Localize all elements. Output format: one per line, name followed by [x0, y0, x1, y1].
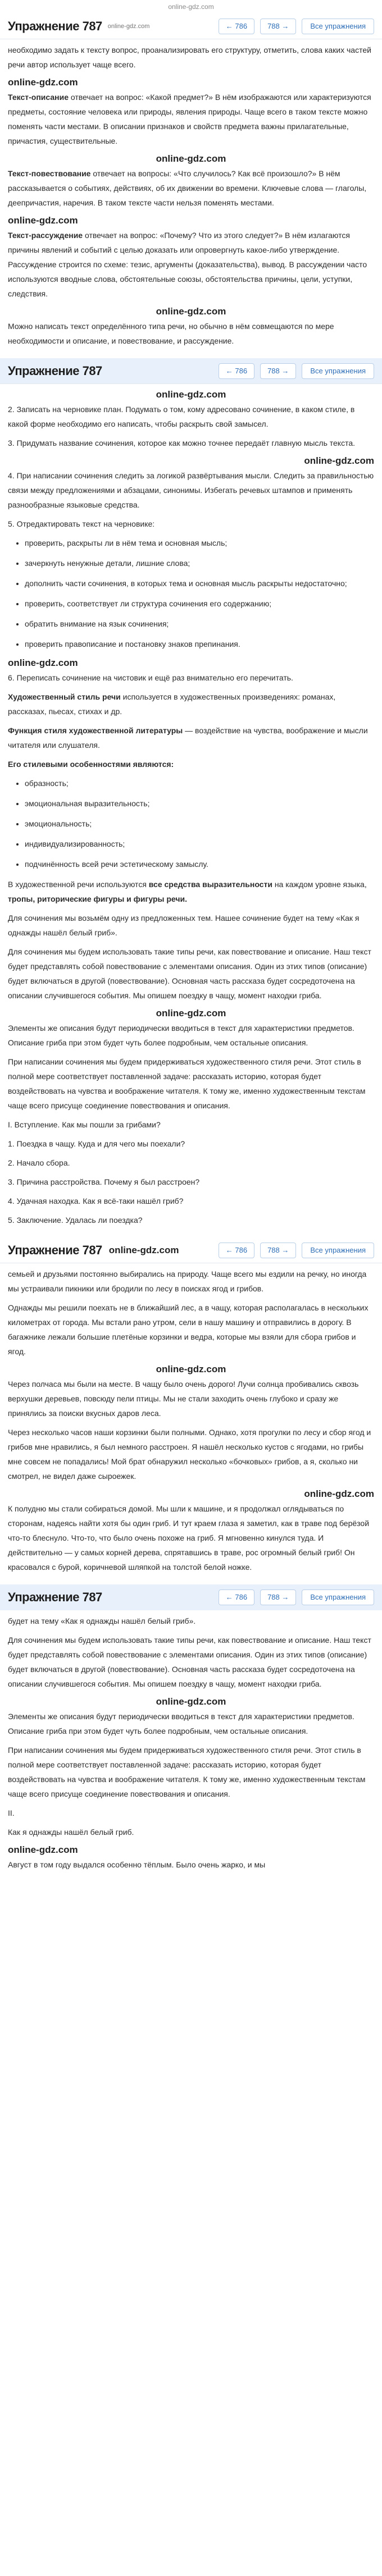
content-block-3: [0, 1263, 382, 1584]
list-item: • зачеркнуть ненужные детали, лишние слова;: [25, 556, 374, 570]
all-exercises-button[interactable]: Все упражнения: [302, 1590, 374, 1605]
means-bold-2: тропы, риторические фигуры и фигуры речи.: [8, 894, 187, 903]
features-title-text: Его стилевыми особенностями являются:: [8, 760, 174, 769]
exercise-header: [0, 358, 382, 384]
story-paragraph: Через полчаса мы были на месте. В чащу было очень дорого! Лучи солнца пробивались сквозь верхушки деревьев, повсюду пели птицы. Мы не стали заходить очень глубоко и сразу же принялись за поиски вкусных даров леса.: [8, 1380, 359, 1418]
exercise-header: [0, 1237, 382, 1263]
list-item: • эмоциональность;: [25, 816, 374, 831]
means-mid: на каждом уровне языка,: [272, 880, 367, 889]
content-block-4: [0, 1610, 382, 1882]
step-3: 3. Придумать название сочинения, которое как можно точнее передаёт главную мысль текста.: [8, 439, 356, 447]
exercise-header: [0, 1584, 382, 1610]
watermark: online-gdz.com: [156, 1008, 226, 1018]
list-item: • эмоциональная выразительность;: [25, 796, 374, 811]
elements-paragraph: Элементы же описания будут периодически вводиться в текст для характеристики предметов. Описание гриба при этом будет чуть более подробным, чем остальные описания.: [8, 1024, 354, 1047]
list-item: • образность;: [25, 776, 374, 791]
art-style-text: используется в художественных произведениях: романах, рассказах, пьесах, стихах и др.: [8, 692, 336, 716]
list-item: • проверить, соответствует ли структура сочинения его содержанию;: [25, 596, 374, 611]
exercise-nav: [219, 19, 374, 34]
plan-item: 5. Заключение. Удалась ли поездка?: [8, 1216, 143, 1225]
art-func-text: — воздействие на чувства, воображение и мысли читателя или слушателя.: [8, 726, 368, 750]
means-paragraph: [8, 877, 374, 906]
features-list: [8, 776, 374, 871]
prev-exercise-button[interactable]: ← 786: [219, 1243, 254, 1258]
exercise-nav: [219, 1590, 374, 1605]
step-2: 2. Записать на черновике план. Подумать о том, кому адресовано сочинение, в каком стиле, в какой форме необходимо его написать, чтобы раскрыть свой замысел.: [8, 405, 355, 428]
exercise-nav: [219, 363, 374, 379]
prev-exercise-button[interactable]: ← 786: [219, 363, 254, 379]
rassuzh-text: отвечает на вопрос: «Почему? Что из этого следует?» В нём излагаются причины явлений и событий с целью доказать или опровергнуть какое-либо утверждение. Рассуждение строится по схеме: тезис, аргументы (доказательства), вывод. В рассуждении часто используются вводные слова, обстоятельные союзы, обстоятельства причины, цели, уступки, следствия.: [8, 231, 367, 298]
repeat-elements: Элементы же описания будут периодически вводиться в текст для характеристики предметов. Описание гриба при этом будет чуть более подробным, чем остальные описания.: [8, 1712, 354, 1735]
plan-item: 4. Удачная находка. Как я всё-таки нашёл гриб?: [8, 1196, 184, 1205]
all-exercises-button[interactable]: Все упражнения: [302, 363, 374, 379]
art-style-paragraph: [8, 689, 374, 719]
step-4: 4. При написании сочинения следить за логикой развёртывания мысли. Следить за правильностью связи между предложениями и абзацами, синонимы. Избегать речевых штампов и применять разнообразные языковые средства.: [8, 471, 374, 509]
povestv-text: отвечает на вопросы: «Что случилось? Как всё произошло?» В нём рассказывается о событиях, действиях, об их движении во времени. Ключевые слова — глаголы, деепричастия, наречия. В таком тексте части нельзя поменять местами.: [8, 169, 367, 207]
types-paragraph: Для сочинения мы будем использовать такие типы речи, как повествование и описание. Наш текст будет представлять собой повествование с элементами описания. Один из этих типов (описание) будет включаться в другой (повествование). Основная часть рассказа будет сосредоточена на описании случившегося события. Мы опишем поездку в чащу, момент находки гриба.: [8, 947, 371, 1000]
art-style-label: Художественный стиль речи: [8, 692, 121, 701]
prev-exercise-button[interactable]: ← 786: [219, 19, 254, 34]
story-paragraph: Через несколько часов наши корзинки были полными. Однако, хотя прогулки по лесу и сбор ягод и грибов мне нравились, я был немного расстроен. Я нашёл несколько кустов с ягодами, но грибы мне совсем не попадались! Мой брат обнаружил несколько «бочковых» грибов, а я, сколько ни смотрел, не видел даже сыроежек.: [8, 1428, 371, 1481]
plan-item: 3. Причина расстройства. Почему я был расстроен?: [8, 1177, 200, 1186]
next-exercise-button[interactable]: 788 →: [260, 363, 296, 379]
prev-exercise-button[interactable]: ← 786: [219, 1590, 254, 1605]
all-exercises-button[interactable]: Все упражнения: [302, 19, 374, 34]
plan-item: 2. Начало сбора.: [8, 1158, 70, 1167]
watermark: online-gdz.com: [304, 455, 374, 466]
list-item: • проверить правописание и постановку знаков препинания.: [25, 637, 374, 651]
repeat-style: При написании сочинения мы будем придерживаться художественного стиля речи. Этот стиль в полной мере соответствует поставленной задаче: рассказать историю, которая будет воздействовать на чувства и воображение читателя. К тому же, именно художественным текстам чаще всего присуще соединение повествования и описания.: [8, 1746, 366, 1798]
povestv-label: Текст-повествование: [8, 169, 91, 178]
exercise-nav: [219, 1243, 374, 1258]
list-item: • дополнить части сочинения, в которых тема и основная мысль раскрыты недостаточно;: [25, 576, 374, 591]
plan-item: 1. Поездка в чащу. Куда и для чего мы поехали?: [8, 1139, 185, 1148]
essay-first-line: Август в том году выдался особенно тёплым. Было очень жарко, и мы: [8, 1860, 266, 1869]
watermark: online-gdz.com: [8, 1844, 78, 1855]
means-pre: В художественной речи используются: [8, 880, 149, 889]
step-6: 6. Переписать сочинение на чистовик и ещё раз внимательно его перечитать.: [8, 673, 293, 682]
povestv-paragraph: [8, 166, 374, 210]
exercise-title: Упражнение 787: [8, 363, 102, 378]
essay-title: Как я однажды нашёл белый гриб.: [8, 1828, 134, 1837]
story-paragraph: К полудню мы стали собираться домой. Мы шли к машине, и я продолжал оглядываться по сторонам, надеясь найти хотя бы один гриб. И тут краем глаза я заметил, как в траве под берёзой что-то блеснуло. Что-то, что было очень похоже на гриб. Я мгновенно кинулся туда. И действительно — у самых корней дерева, спрятавшись в траве, рос огромный белый гриб! Он красовался с бурой, коричневой шляпкой на толстой белой ножке.: [8, 1504, 370, 1572]
list-item: • проверить, раскрыты ли в нём тема и основная мысль;: [25, 536, 374, 550]
features-title: [8, 757, 374, 771]
exercise-title: Упражнение 787: [8, 19, 102, 33]
next-exercise-button[interactable]: 788 →: [260, 1590, 296, 1605]
watermark: online-gdz.com: [107, 22, 150, 30]
opisanie-label: Текст-описание: [8, 93, 69, 102]
watermark: online-gdz.com: [156, 1696, 226, 1707]
opisanie-paragraph: [8, 90, 374, 148]
mix-paragraph: Можно написать текст определённого типа речи, но обычно в нём совмещаются по мере необходимости и описание, и повествование, и рассуждение.: [8, 322, 334, 345]
means-bold: все средства выразительности: [148, 880, 272, 889]
next-exercise-button[interactable]: 788 →: [260, 1243, 296, 1258]
opisanie-text: отвечает на вопрос: «Какой предмет?» В нём изображаются или характеризуются предметы, состояние человека или природы, явления природы. Чаще всего в таком тексте можно поменять части местами. В описании признаков и свойств предмета важны прилагательные, причастия, существительные.: [8, 93, 371, 145]
topic-paragraph: Для сочинения мы возьмём одну из предложенных тем. Нашее сочинение будет на тему «Как я однажды нашёл белый гриб».: [8, 914, 360, 937]
rassuzh-label: Текст-рассуждение: [8, 231, 83, 240]
watermark: online-gdz.com: [156, 1364, 226, 1374]
exercise-header: [0, 13, 382, 39]
top-domain: online-gdz.com: [168, 3, 214, 11]
watermark: online-gdz.com: [8, 657, 78, 668]
repeat-types: Для сочинения мы будем использовать такие типы речи, как повествование и описание. Наш текст будет представлять собой повествование с элементами описания. Один из этих типов (описание) будет включаться в другой (повествование). Основная часть рассказа будет сосредоточена на описании случившегося события. Мы опишем поездку в чащу, момент находки гриба.: [8, 1636, 371, 1688]
watermark: online-gdz.com: [156, 389, 226, 400]
list-item: • подчинённость всей речи эстетическому замыслу.: [25, 857, 374, 871]
content-block-1: [0, 39, 382, 358]
watermark: online-gdz.com: [8, 215, 78, 226]
intro-paragraph: необходимо задать к тексту вопрос, проанализировать его структуру, отметить, слова каких частей речи автор использует чаще всего.: [8, 45, 371, 69]
watermark: online-gdz.com: [8, 77, 78, 88]
list-item: • индивидуализированность;: [25, 837, 374, 851]
all-exercises-button[interactable]: Все упражнения: [302, 1243, 374, 1258]
style-paragraph: При написании сочинения мы будем придерживаться художественного стиля речи. Этот стиль в полной мере соответствует поставленной задаче: рассказать историю, которая будет воздействовать на чувства и воображение читателя. К тому же, именно художественным текстам чаще всего присуще соединение повествования и описания.: [8, 1057, 366, 1110]
art-func-paragraph: [8, 723, 374, 752]
repeat-topic: будет на тему «Как я однажды нашёл белый гриб».: [8, 1616, 196, 1625]
content-block-2: [0, 384, 382, 1237]
exercise-title: Упражнение 787: [8, 1243, 102, 1257]
plan-intro: I. Вступление. Как мы пошли за грибами?: [8, 1120, 161, 1129]
rassuzh-paragraph: [8, 228, 374, 301]
edit-list: [8, 536, 374, 651]
art-func-label: Функция стиля художественной литературы: [8, 726, 183, 735]
roman-numeral: II.: [8, 1808, 15, 1817]
list-item: • обратить внимание на язык сочинения;: [25, 616, 374, 631]
story-paragraph: Однажды мы решили поехать не в ближайший лес, а в чащу, которая располагалась в нескольких километрах от города. Мы встали рано утром, сели в нашу машину и отправились в дорогу. В багажнике лежали большие плетёные корзинки и ведра, которые мы взяли для сбора грибов и ягод.: [8, 1303, 369, 1356]
story-paragraph: семьей и друзьями постоянно выбирались на природу. Чаще всего мы ездили на речку, но иногда мы устраивали пикники или бродили по лесу в поисках ягод и грибов.: [8, 1269, 367, 1293]
watermark: online-gdz.com: [108, 1244, 179, 1255]
next-exercise-button[interactable]: 788 →: [260, 19, 296, 34]
watermark: online-gdz.com: [304, 1488, 374, 1499]
watermark: online-gdz.com: [156, 306, 226, 317]
step-5: 5. Отредактировать текст на черновике:: [8, 519, 155, 528]
exercise-title: Упражнение 787: [8, 1590, 102, 1604]
watermark: online-gdz.com: [156, 153, 226, 164]
